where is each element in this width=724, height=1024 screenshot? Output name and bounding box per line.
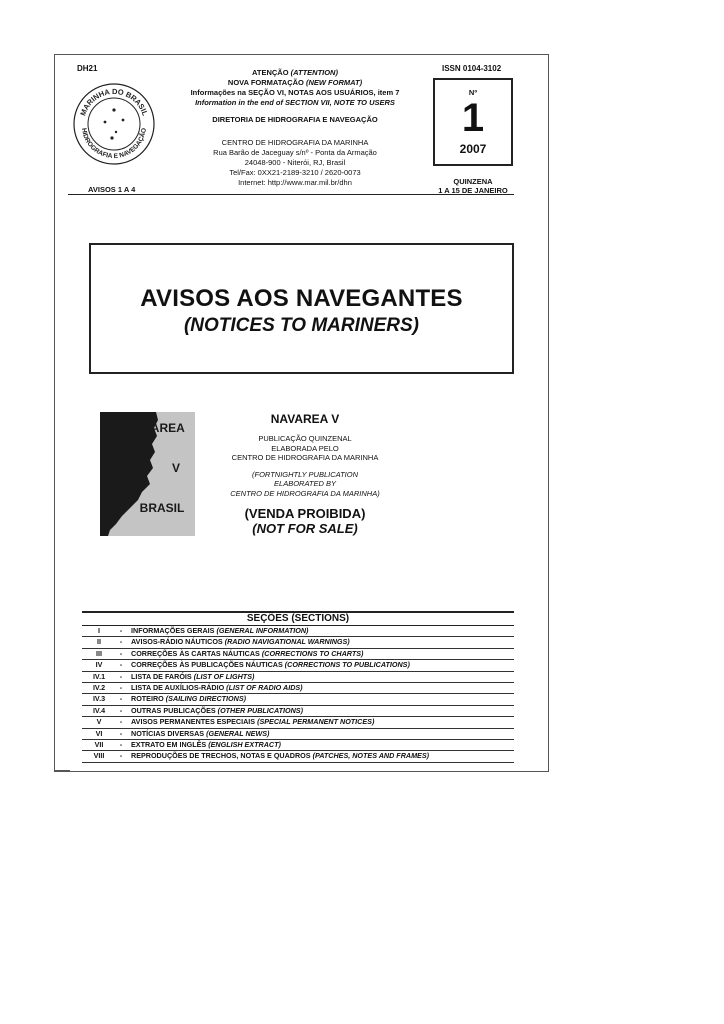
issn: ISSN 0104-3102 <box>442 64 502 73</box>
section-label-en: (GENERAL NEWS) <box>206 728 270 738</box>
seal-top-text: MARINHA DO BRASIL <box>78 86 150 117</box>
section-number: IV.1 <box>92 671 106 681</box>
issue-number-box <box>433 78 513 166</box>
section-label-pt: AVISOS PERMANENTES ESPECIAIS <box>131 717 256 727</box>
section-label-pt: INFORMAÇÕES GERAIS <box>131 626 215 635</box>
document-code: DH21 <box>77 64 98 73</box>
seal-bottom-text: HIDROGRAFIA E NAVEGAÇÃO <box>80 127 148 161</box>
section-label <box>131 683 303 693</box>
section-label-en: (CORRECTIONS TO PUBLICATIONS) <box>284 660 410 670</box>
section-row <box>82 660 514 671</box>
sale-notice-en: (NOT FOR SALE) <box>252 521 358 536</box>
section-label-en: (OTHER PUBLICATIONS) <box>217 705 303 715</box>
section-label-en: (GENERAL INFORMATION) <box>216 626 309 635</box>
section-dash: - <box>119 637 123 647</box>
section-label-pt: LISTA DE AUXÍLIOS-RÁDIO <box>131 682 225 692</box>
section-label-pt: CORREÇÕES ÀS PUBLICAÇÕES NÁUTICAS <box>131 660 283 670</box>
section-number: I <box>98 626 100 635</box>
section-label-en: (LIST OF RADIO AIDS) <box>226 682 303 692</box>
section-row <box>82 637 514 648</box>
section-label <box>131 672 254 682</box>
section-number: IV <box>95 660 103 670</box>
title-box <box>89 243 514 374</box>
address-line: CENTRO DE HIDROGRAFIA DA MARINHA <box>221 138 369 147</box>
navarea-map <box>100 412 195 536</box>
fortnight-label: QUINZENA <box>453 177 493 186</box>
section-dash: - <box>119 682 123 692</box>
address-line: Tel/Fax: 0XX21-2189-3210 / 2620-0073 <box>229 168 361 177</box>
section-dash: - <box>119 660 123 670</box>
section-label-en: (SAILING DIRECTIONS) <box>165 694 247 704</box>
section-label-pt: CORREÇÕES ÀS CARTAS NÁUTICAS <box>131 648 260 658</box>
section-label <box>131 694 246 704</box>
navarea-en-text: (FORTNIGHTLY PUBLICATION ELABORATED BY CENTRO DE HIDROGRAFIA DA MARINHA) <box>230 469 380 498</box>
header-rule <box>68 194 514 195</box>
section-row <box>82 706 514 717</box>
section-label-pt: AVISOS-RÁDIO NÁUTICOS <box>131 637 223 647</box>
section-dash: - <box>119 694 123 704</box>
section-number: IV.2 <box>92 682 106 692</box>
info-line-pt: Informações na SEÇÃO VI, NOTAS AOS USUÁRIOS, item 7 <box>190 88 400 97</box>
section-number: V <box>96 717 102 727</box>
section-dash: - <box>119 705 123 715</box>
address-line: 24048-900 - Niterói, RJ, Brasil <box>244 158 346 167</box>
section-label-pt: EXTRATO EM INGLÊS <box>131 739 207 749</box>
section-dash: - <box>119 648 123 658</box>
section-label-en: (CORRECTIONS TO CHARTS) <box>261 648 364 658</box>
section-label-pt: REPRODUÇÕES DE TRECHOS, NOTAS E QUADROS <box>131 751 311 761</box>
header-center-block <box>170 68 420 188</box>
section-label <box>131 637 350 647</box>
sale-notice-pt: (VENDA PROIBIDA) <box>244 506 366 521</box>
navarea-heading: NAVAREA V <box>270 412 340 426</box>
section-dash: - <box>119 626 123 635</box>
section-row <box>82 740 514 751</box>
section-row <box>82 729 514 740</box>
section-label-pt: ROTEIRO <box>131 694 164 704</box>
section-dash: - <box>119 739 123 749</box>
section-row <box>82 672 514 683</box>
map-label-brasil: BRASIL <box>139 501 185 515</box>
fortnight-range: 1 A 15 DE JANEIRO <box>438 186 508 195</box>
section-number: VIII <box>93 751 105 761</box>
section-label <box>131 717 374 727</box>
subtitle: (NOTICES TO MARINERS) <box>183 315 420 336</box>
section-label <box>131 626 308 636</box>
navy-hydrography-seal <box>72 82 156 166</box>
directorate: DIRETORIA DE HIDROGRAFIA E NAVEGAÇÃO <box>212 115 378 124</box>
section-label-en: (ENGLISH EXTRACT) <box>208 739 281 749</box>
address-line: Rua Barão de Jaceguay s/nº - Ponta da Armação <box>213 148 377 157</box>
section-label <box>131 706 303 716</box>
section-label-en: (RADIO NAVIGATIONAL WARNINGS) <box>224 637 350 647</box>
section-dash: - <box>119 717 123 727</box>
issue-year: 2007 <box>459 142 487 156</box>
southern-cross-stars <box>104 108 125 139</box>
section-row <box>82 649 514 660</box>
section-row <box>82 751 514 762</box>
section-number: VII <box>94 739 104 749</box>
section-label <box>131 740 281 750</box>
sections-title: SEÇÕES (SECTIONS) <box>246 613 350 624</box>
address-line: Internet: http://www.mar.mil.br/dhn <box>238 178 352 187</box>
section-label <box>131 729 269 739</box>
section-row <box>82 717 514 728</box>
section-row <box>82 694 514 705</box>
section-dash: - <box>119 728 123 738</box>
frame-tick <box>54 770 70 771</box>
section-number: II <box>97 637 101 647</box>
map-label-navarea: NAVAREA <box>127 421 185 435</box>
issue-number: 1 <box>461 96 485 140</box>
sections-list <box>82 626 514 763</box>
info-line-en: Information in the end of SECTION VII, NOTE TO USERS <box>195 98 395 107</box>
fortnight-block <box>420 177 526 195</box>
notices-range: AVISOS 1 A 4 <box>88 185 136 194</box>
section-number: IV.4 <box>92 705 106 715</box>
section-row <box>82 626 514 637</box>
navarea-block <box>205 412 405 536</box>
section-label-en: (LIST OF LIGHTS) <box>193 671 255 681</box>
map-label-v: V <box>171 461 181 475</box>
attention-line: ATENÇÃO (ATTENTION) <box>252 68 338 77</box>
section-dash: - <box>119 671 123 681</box>
section-number: VI <box>95 728 103 738</box>
section-label-pt: OUTRAS PUBLICAÇÕES <box>131 705 216 715</box>
number-label: Nº <box>468 88 478 97</box>
section-dash: - <box>119 751 123 761</box>
section-label-en: (PATCHES, NOTES AND FRAMES) <box>312 751 430 761</box>
section-number: IV.3 <box>92 694 106 704</box>
section-label-pt: LISTA DE FARÓIS <box>131 671 192 681</box>
navarea-pt-text: PUBLICAÇÃO QUINZENAL ELABORADA PELO CENTRO DE HIDROGRAFIA DA MARINHA <box>231 434 379 462</box>
section-label-en: (SPECIAL PERMANENT NOTICES) <box>257 717 375 727</box>
section-row <box>82 683 514 694</box>
section-label-pt: NOTÍCIAS DIVERSAS <box>131 728 205 738</box>
section-label <box>131 649 363 659</box>
section-label <box>131 660 410 670</box>
section-label <box>131 751 429 761</box>
new-format-line: NOVA FORMATAÇÃO (NEW FORMAT) <box>227 78 363 87</box>
main-title: AVISOS AOS NAVEGANTES <box>140 285 463 312</box>
section-number: III <box>96 648 102 658</box>
